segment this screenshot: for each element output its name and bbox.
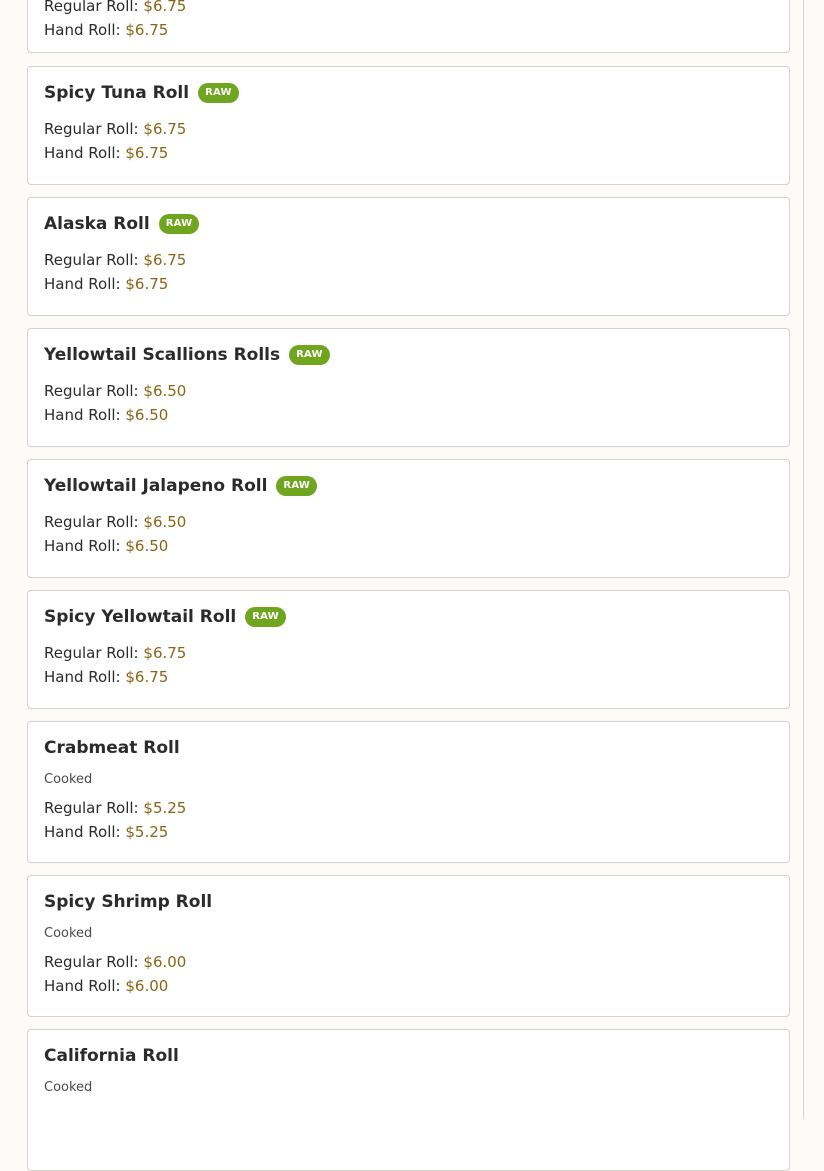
menu-item-card[interactable] [27, 328, 790, 447]
regular-roll-price: $6.75 [143, 251, 187, 269]
regular-roll-line [44, 0, 186, 15]
item-title-row [44, 1044, 179, 1068]
regular-roll-line [44, 953, 186, 971]
hand-roll-price: $6.75 [125, 275, 169, 293]
regular-roll-line [44, 513, 186, 531]
regular-roll-label: Regular Roll: [44, 382, 139, 400]
menu-item-card[interactable] [27, 66, 790, 185]
hand-roll-label: Hand Roll: [44, 668, 121, 686]
cooked-note: Cooked [44, 926, 93, 941]
regular-roll-price: $6.50 [143, 382, 187, 400]
menu-item-card[interactable] [27, 590, 790, 709]
hand-roll-price: $6.75 [125, 21, 169, 39]
item-name: Spicy Yellowtail Roll [44, 607, 237, 627]
item-name: California Roll [44, 1046, 179, 1066]
item-title-row [44, 474, 317, 498]
hand-roll-line [44, 406, 168, 424]
menu-item-card[interactable] [27, 197, 790, 316]
item-name: Yellowtail Scallions Rolls [44, 345, 281, 365]
item-title-row [44, 890, 212, 914]
hand-roll-line [44, 823, 168, 841]
menu-item-card[interactable] [27, 875, 790, 1017]
hand-roll-label: Hand Roll: [44, 275, 121, 293]
hand-roll-line [44, 977, 168, 995]
hand-roll-price: $6.50 [125, 406, 169, 424]
regular-roll-label: Regular Roll: [44, 513, 139, 531]
menu-item-card[interactable] [27, 721, 790, 863]
item-title-row [44, 736, 180, 760]
hand-roll-label: Hand Roll: [44, 406, 121, 424]
regular-roll-label: Regular Roll: [44, 953, 139, 971]
item-title-row [44, 605, 286, 629]
regular-roll-label: Regular Roll: [44, 644, 139, 662]
hand-roll-price: $6.50 [125, 537, 169, 555]
regular-roll-price: $5.25 [143, 799, 187, 817]
regular-roll-label: Regular Roll: [44, 0, 139, 15]
hand-roll-line [44, 144, 168, 162]
hand-roll-line [44, 275, 168, 293]
regular-roll-price: $6.50 [143, 513, 187, 531]
raw-badge: RAW [276, 476, 317, 496]
item-name: Spicy Shrimp Roll [44, 892, 213, 912]
regular-roll-line [44, 799, 186, 817]
raw-badge: RAW [198, 83, 239, 103]
hand-roll-label: Hand Roll: [44, 823, 121, 841]
regular-roll-label: Regular Roll: [44, 251, 139, 269]
regular-roll-price: $6.75 [143, 0, 187, 15]
hand-roll-label: Hand Roll: [44, 977, 121, 995]
cooked-note: Cooked [44, 772, 93, 787]
hand-roll-price: $6.75 [125, 668, 169, 686]
regular-roll-price: $6.75 [143, 120, 187, 138]
hand-roll-line [44, 21, 168, 39]
hand-roll-price: $5.25 [125, 823, 169, 841]
hand-roll-label: Hand Roll: [44, 21, 121, 39]
raw-badge: RAW [245, 607, 286, 627]
regular-roll-line [44, 644, 186, 662]
item-title-row [44, 212, 199, 236]
raw-badge: RAW [159, 214, 200, 234]
menu-item-card[interactable] [27, 0, 790, 53]
hand-roll-price: $6.75 [125, 144, 169, 162]
regular-roll-line [44, 251, 186, 269]
cooked-note: Cooked [44, 1080, 93, 1095]
item-name: Crabmeat Roll [44, 738, 180, 758]
hand-roll-label: Hand Roll: [44, 144, 121, 162]
item-name: Yellowtail Jalapeno Roll [44, 476, 268, 496]
item-name: Alaska Roll [44, 214, 150, 234]
raw-badge: RAW [289, 345, 330, 365]
menu-item-card[interactable] [27, 1029, 790, 1171]
regular-roll-label: Regular Roll: [44, 799, 139, 817]
hand-roll-line [44, 668, 168, 686]
hand-roll-price: $6.00 [125, 977, 169, 995]
hand-roll-line [44, 537, 168, 555]
menu-item-card[interactable] [27, 459, 790, 578]
item-title-row [44, 81, 239, 105]
regular-roll-line [44, 382, 186, 400]
item-name: Spicy Tuna Roll [44, 83, 190, 103]
regular-roll-line [44, 120, 186, 138]
regular-roll-price: $6.75 [143, 644, 187, 662]
regular-roll-price: $6.00 [143, 953, 187, 971]
regular-roll-label: Regular Roll: [44, 120, 139, 138]
item-title-row [44, 343, 330, 367]
hand-roll-label: Hand Roll: [44, 537, 121, 555]
